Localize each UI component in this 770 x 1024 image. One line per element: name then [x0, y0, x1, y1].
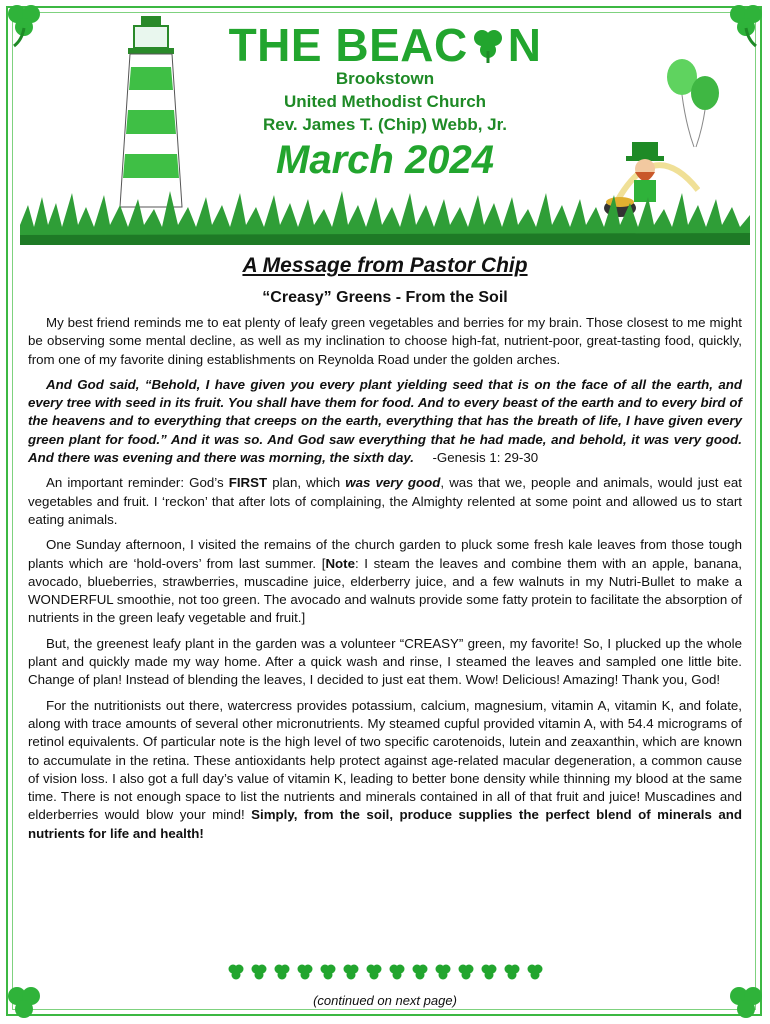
shamrock-divider [200, 962, 570, 984]
shamrock-icon [387, 962, 407, 982]
church-name: United Methodist Church [283, 92, 487, 111]
article-body [28, 314, 742, 850]
shamrock-icon [468, 25, 508, 65]
grass-border [20, 185, 750, 245]
shamrock-icon [525, 962, 545, 982]
shamrock-icon [456, 962, 476, 982]
continued-note: (continued on next page) [313, 993, 457, 1008]
paragraph: But, the greenest leafy plant in the garden was a volunteer “CREASY” green, my favorite! So, I plucked up the whole plant and quickly made my way home. After a quick wash and rinse, I steamed the leaves and sampled one little bite. Change of plan! Instead of blending the leaves, I decided to just eat them. Wow! Delicious! Amazing! Thank you, God! [28, 635, 742, 688]
article-heading: A Message from Pastor Chip [242, 254, 528, 277]
shamrock-icon [502, 962, 522, 982]
shamrock-icon [249, 962, 269, 982]
scripture-paragraph [28, 376, 742, 467]
paragraph: For the nutritionists out there, watercress provides potassium, calcium, magnesium, vitamin A, vitamin K, and folate, along with trace amounts of several other micronutrients. My steamed cupful provided vitamin A, with 54.4 micrograms of retinol equivalents. Of particular note is the high level of two specific carotenoids, lutein and zeaxanthin, which are known to accumulate in the retina. These antioxidants help protect against age-related macular degeneration, a common cause of vision loss. I also got a full day’s value of vitamin K, leading to better bone density while thinning my blood at the same time. There is not enough space to list the nutrients and minerals contained in all of that fruit and juice! Muscadines and elderberries would blow your mind! Simply, from the soil, produce supplies the perfect blend of minerals and nutrients for life and health! [28, 697, 742, 841]
scripture-quote: And God said, “Behold, I have given you every plant yielding seed that is on the face of all the earth, and every tree with seed in its fruit. You shall have them for food. And to every beast of the earth and to every bird of the heavens and to everything that creeps on the earth, everything that has the breath of life, I have given every green plant for food.” And it was so. And God saw everything that he had made, and behold, it was very good. And there was evening and there was morning, the sixth day. [28, 376, 742, 466]
shamrock-icon [364, 962, 384, 982]
issue-date: March 2024 [276, 138, 494, 182]
shamrock-icon [479, 962, 499, 982]
paragraph: An important reminder: God’s FIRST plan, which was very good, was that we, people and animals, would just eat vegetables and fruit. I ‘reckon’ that after lots of complaining, the Almighty relented at some point and allowed us to start eating animals. [28, 475, 742, 527]
shamrock-icon [318, 962, 338, 982]
shamrock-icon [226, 962, 246, 982]
shamrock-icon [410, 962, 430, 982]
church-location: Brookstown [335, 69, 435, 88]
newsletter-title: THE BEAC N [228, 19, 542, 71]
shamrock-icon [295, 962, 315, 982]
paragraph: One Sunday afternoon, I visited the remains of the church garden to pluck some fresh kale leaves from those tough plants which are ‘hold-overs’ from last summer. [Note: I steam the leaves and combine them with an apple, banana, avocado, blueberries, strawberries, muscadine juice, elderberry juice, and a few walnuts in my Nutri-Bullet to make a WONDERFUL smoothie, not too green. The avocado and walnuts provide some fatty protein to facilitate the absorption of nutrients in the green leafy vegetable and fruit.] [28, 537, 742, 626]
shamrock-icon [341, 962, 361, 982]
shamrock-icon [433, 962, 453, 982]
scripture-reference: -Genesis 1: 29-30 [432, 450, 539, 466]
church-info [0, 67, 770, 136]
pastor-name: Rev. James T. (Chip) Webb, Jr. [262, 115, 508, 134]
article-subheading: “Creasy” Greens - From the Soil [262, 289, 508, 306]
masthead [0, 0, 770, 255]
paragraph: My best friend reminds me to eat plenty of leafy green vegetables and berries for my brain. Those closest to me might be observing some mental decline, as well as my inclination to choose high-fat, nutrient-poor, great-tasting food, quickly, from one of my favorite dining establishments on Reynolda Road under the golden arches. [28, 315, 742, 367]
shamrock-icon [272, 962, 292, 982]
